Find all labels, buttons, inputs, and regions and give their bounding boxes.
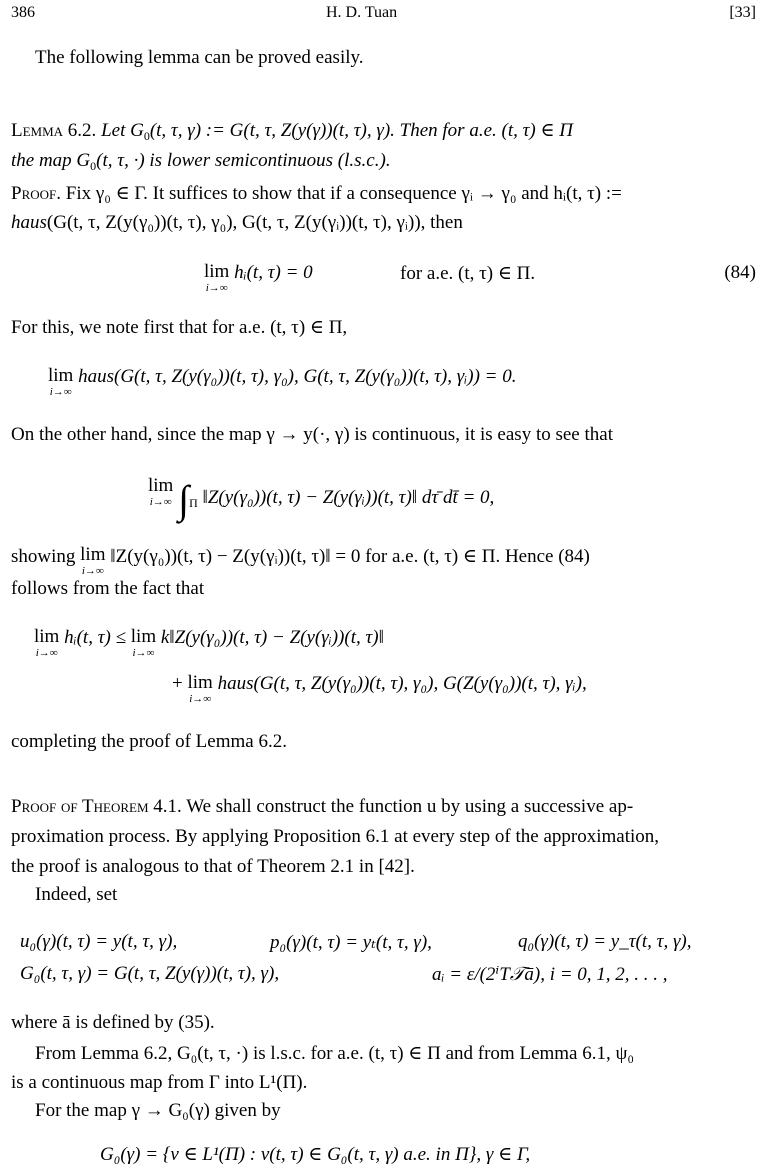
theorem-proof-label: Proof of Theorem 4.1. bbox=[11, 796, 182, 817]
page-number: 386 bbox=[11, 4, 35, 21]
lemma-text: Let $G_0(t$, τ, γ) := G(t, τ, Z(y(γ))(t, τ), γ). Then for a.e. (t, τ) ∈ Π bbox=[101, 120, 574, 143]
inequality-line-2: + lim i→∞ haus(G(t, τ, Z(y(γ₀))(t, τ), γ₀), G(Z(y(γ₀))(t, τ), γᵢ), bbox=[172, 672, 587, 705]
running-author: H. D. Tuan bbox=[326, 4, 398, 21]
definition-G0: G₀(t, τ, γ) = G(t, τ, Z(y(γ))(t, τ), γ), bbox=[20, 963, 280, 984]
for-map-line: For the map γ → G₀(γ) given by bbox=[35, 1100, 281, 1121]
definition-u0: u₀(γ)(t, τ) = y(t, τ, γ), bbox=[20, 931, 178, 952]
proof-line-2: haus(G(t, τ, Z(y(γ₀))(t, τ), γ₀), G(t, τ, Z(y(γᵢ))(t, τ), γᵢ)), then bbox=[11, 212, 463, 233]
from-lemma-line: From Lemma 6.2, G₀(t, τ, ·) is l.s.c. for a.e. (t, τ) ∈ Π and from Lemma 6.1, ψ₀ bbox=[35, 1043, 635, 1064]
proof-note-line: For this, we note first that for a.e. (t, τ) ∈ Π, bbox=[11, 317, 348, 338]
running-section-ref: [33] bbox=[729, 4, 756, 21]
set-definition-G0: G₀(γ) = {v ∈ L¹(Π) : v(t, τ) ∈ G₀(t, τ, γ) a.e. in Π}, γ ∈ Γ, bbox=[100, 1144, 531, 1165]
equation-84-condition: for a.e. (t, τ) ∈ Π. bbox=[400, 263, 536, 284]
limit-operator: lim i→∞ bbox=[204, 261, 230, 294]
where-a-bar: where ā is defined by (35). bbox=[11, 1012, 215, 1033]
definition-q0: q₀(γ)(t, τ) = y_τ(t, τ, γ), bbox=[518, 931, 692, 952]
theorem-proof-line-3: the proof is analogous to that of Theorem 2.1 in [42]. bbox=[11, 856, 415, 877]
equation-tag-84: (84) bbox=[724, 262, 756, 283]
equation-84: lim i→∞ hᵢ(t, τ) = 0 bbox=[204, 261, 313, 294]
lemma-label: Lemma 6.2. bbox=[11, 120, 97, 141]
equation-integral-limit: lim i→∞ $\int_\Pi$ ‖Z(y(γ₀))(t, τ) − Z(y(γᵢ))(t, τ)‖ dτ̄ dt̄ = 0, bbox=[148, 475, 495, 522]
equation-haus-limit: lim i→∞ haus(G(t, τ, Z(y(γ₀))(t, τ), γ₀), G(t, τ, Z(y(γ₀))(t, τ), γᵢ)) = 0. bbox=[48, 365, 517, 398]
theorem-proof-line-1: Proof of Theorem 4.1. We shall construct the function u by using a successive ap- bbox=[11, 796, 634, 817]
indeed-set: Indeed, set bbox=[35, 884, 118, 905]
definition-a-i: aᵢ = ε/(2ⁱT𝒯ā), i = 0, 1, 2, . . . , bbox=[432, 964, 668, 985]
proof-other-hand: On the other hand, since the map γ → y(·, γ) is continuous, it is easy to see that bbox=[11, 424, 613, 445]
proof-follows-line: follows from the fact that bbox=[11, 578, 205, 599]
lemma-statement-line-2: the map $G_0(t$, τ, ·) is lower semicontinuous (l.s.c.). bbox=[11, 150, 391, 173]
lemma-statement-line-1 bbox=[11, 119, 573, 144]
proof-showing-line: showing lim i→∞ ‖Z(y(γ₀))(t, τ) − Z(y(γᵢ))(t, τ)‖ = 0 for a.e. (t, τ) ∈ Π. Hence (84) bbox=[11, 544, 590, 577]
inequality-line-1: lim i→∞ hᵢ(t, τ) ≤ lim i→∞ k‖Z(y(γ₀))(t, τ) − Z(y(γᵢ))(t, τ)‖ bbox=[34, 626, 384, 659]
proof-label: Proof. bbox=[11, 183, 61, 204]
definition-p0: p₀(γ)(t, τ) = yₜ(t, τ, γ), bbox=[270, 932, 432, 953]
proof-line-1: Proof. Fix γ₀ ∈ Γ. It suffices to show that if a consequence γᵢ → γ₀ and hᵢ(t, τ) := bbox=[11, 183, 622, 204]
intro-sentence: The following lemma can be proved easily. bbox=[35, 47, 364, 68]
integral-sign: ∫ bbox=[178, 477, 190, 522]
continuous-map-line: is a continuous map from Γ into L¹(Π). bbox=[11, 1072, 308, 1093]
proof-completing: completing the proof of Lemma 6.2. bbox=[11, 731, 287, 752]
theorem-proof-line-2: proximation process. By applying Proposition 6.1 at every step of the approximation, bbox=[11, 826, 660, 847]
